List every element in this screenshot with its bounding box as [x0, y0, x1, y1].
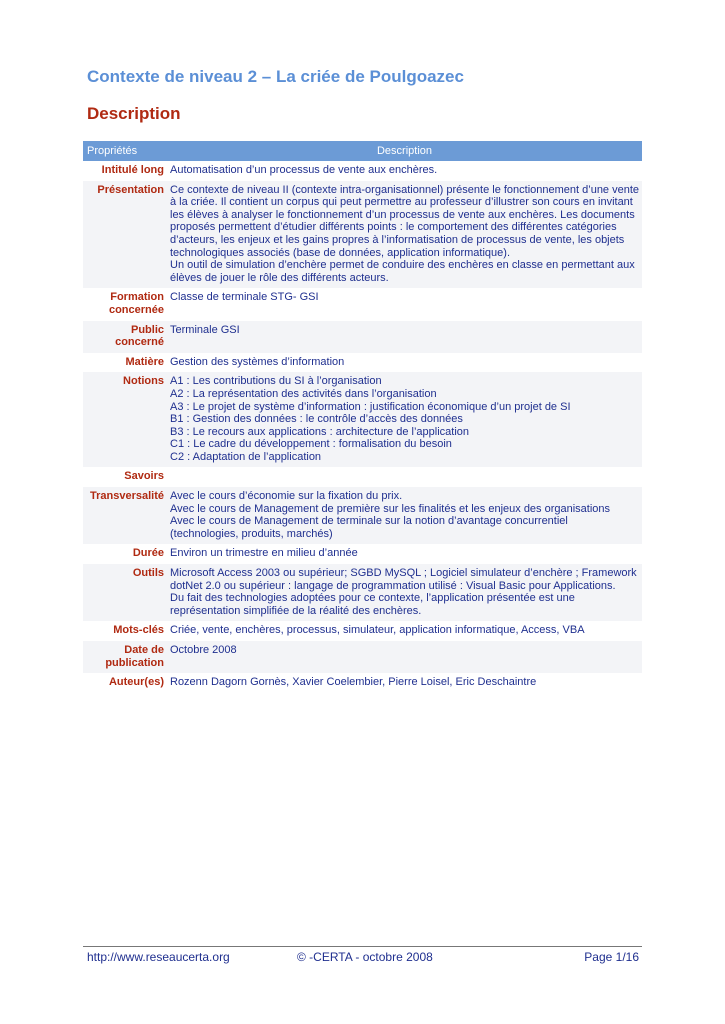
table-row [83, 372, 642, 467]
value-line: Classe de terminale STG- GSI [170, 291, 319, 304]
header-description: Description [167, 141, 642, 161]
value-line: Avec le cours d’économie sur la fixation du prix. [170, 490, 403, 503]
row-value [167, 467, 642, 487]
row-key: Savoirs [124, 470, 164, 483]
row-key: Mots-clés [113, 624, 164, 637]
value-line: B1 : Gestion des données : le contrôle d’accès des données [170, 413, 463, 426]
value-line: Gestion des systèmes d’information [170, 355, 345, 368]
value-line: C1 : Le cadre du développement : formalisation du besoin [170, 438, 452, 451]
header-proprietes: Propriétés [83, 141, 167, 161]
table-row [83, 621, 642, 641]
row-value [167, 181, 642, 289]
section-heading: Description [87, 104, 181, 123]
table-row [83, 673, 642, 693]
value-line: Criée, vente, enchères, processus, simulateur, application informatique, Access, VBA [170, 624, 585, 637]
table-row [83, 288, 642, 320]
table-row [83, 544, 642, 564]
row-value [167, 288, 642, 320]
row-key: Transversalité [83, 487, 167, 544]
value-line: Rozenn Dagorn Gornès, Xavier Coelembier, Pierre Loisel, Eric Deschaintre [170, 676, 537, 689]
row-key: Durée [132, 547, 164, 560]
table-row [83, 181, 642, 289]
row-key: Intitulé long [101, 164, 164, 176]
table-row [83, 161, 642, 181]
row-value [167, 564, 642, 621]
table-row [83, 467, 642, 487]
table-row [83, 353, 642, 373]
value-line: A3 : Le projet de système d’information : justification économique d’un projet de SI [170, 400, 571, 413]
table-header-row [83, 141, 642, 161]
value-line: Automatisation d’un processus de vente aux enchères. [170, 164, 438, 176]
row-value [167, 641, 642, 673]
value-line: Microsoft Access 2003 ou supérieur; SGBD MySQL ; Logiciel simulateur d’enchère ; Framework dotNet 2.0 ou supérieur : langage de programmation utilisé : Visual Basic pour Applications. [170, 567, 637, 592]
table-row [83, 641, 642, 673]
row-key: Date de publication [83, 641, 167, 673]
value-line: Ce contexte de niveau II (contexte intra-organisationnel) présente le fonctionnement d’une vente à la criée. Il contient un corpus qui peut permettre au professeur d’illustrer son cours en invitant les élèves à analyser le fonctionnement d’un processus de vente aux enchères. Les documents proposés permettent d’étudier différents points : le comportement des différentes catégories d’acteurs, les enjeux et les gains propres à l’informatisation de processus de vente, les objets technologiques associés (base de données, application informatique). [170, 183, 640, 259]
table-row [83, 564, 642, 621]
row-value [167, 321, 642, 353]
footer-url-link[interactable]: http://www.reseaucerta.org [87, 950, 230, 964]
value-line: A1 : Les contributions du SI à l’organisation [170, 375, 382, 388]
table-row [83, 321, 642, 353]
row-key: Public concerné [83, 321, 167, 353]
value-line: Terminale GSI [170, 323, 240, 336]
value-line: A2 : La représentation des activités dans l’organisation [170, 387, 437, 400]
page-title: Contexte de niveau 2 – La criée de Poulgoazec [87, 67, 464, 86]
row-key: Outils [83, 564, 167, 621]
value-line: Avec le cours de Management de première sur les finalités et les enjeux des organisations [170, 502, 611, 515]
row-value [167, 544, 642, 564]
row-key: Auteur(es) [108, 676, 164, 689]
row-value [167, 621, 642, 641]
value-line: Du fait des technologies adoptées pour ce contexte, l’application présentée est une représentation simplifiée de la réalité des enchères. [170, 592, 575, 617]
value-line: Avec le cours de Management de terminale sur la notion d’avantage concurrentiel (technologies, produits, marchés) [170, 515, 568, 540]
value-line: Octobre 2008 [170, 644, 237, 656]
row-key: Présentation [83, 181, 167, 289]
row-value [167, 372, 642, 467]
footer-copyright: © -CERTA - octobre 2008 [297, 950, 433, 964]
value-line: C2 : Adaptation de l’application [170, 450, 322, 463]
row-key: Matière [125, 355, 164, 368]
row-value [167, 353, 642, 373]
row-key: Formation concernée [108, 291, 164, 316]
row-value [167, 487, 642, 544]
value-line: B3 : Le recours aux applications : architecture de l’application [170, 425, 470, 438]
value-line: Environ un trimestre en milieu d’année [170, 547, 358, 560]
row-key: Notions [83, 372, 167, 467]
footer-page-number: Page 1/16 [584, 950, 639, 964]
value-line: Un outil de simulation d’enchère permet de conduire des enchères en classe en permettant aux élèves de jouer le rôle des différents acteurs. [170, 259, 635, 284]
table-row [83, 487, 642, 544]
footer-divider [83, 946, 642, 947]
row-value [167, 673, 642, 693]
row-value [167, 161, 642, 181]
properties-table [83, 141, 642, 693]
